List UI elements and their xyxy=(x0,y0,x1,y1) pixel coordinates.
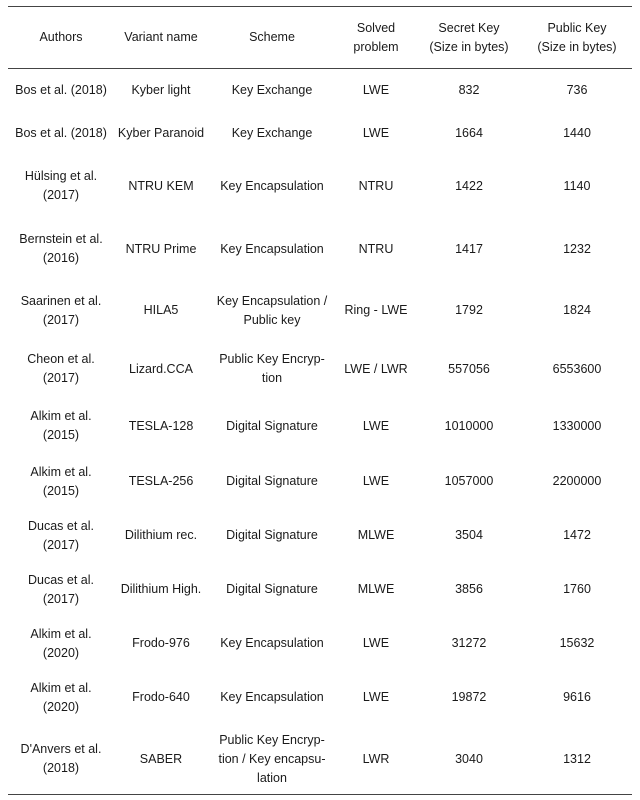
cell-secret-key-size: 1792 xyxy=(455,303,483,317)
cell-variant-name: Dilithium rec. xyxy=(124,528,198,542)
cell-authors xyxy=(8,112,114,155)
cell-secret-key-size: 19872 xyxy=(451,690,487,704)
cell-authors-line: Bos et al. (2018) xyxy=(15,82,107,97)
cell-scheme-line: Public Key Encryp- xyxy=(219,352,325,366)
cell-secret-key-size: 3040 xyxy=(416,725,522,795)
table-row xyxy=(8,509,632,563)
cell-scheme-line: Key Encapsulation xyxy=(220,241,324,256)
table-row xyxy=(8,69,632,112)
table-row xyxy=(8,155,632,218)
cell-authors-line: (2017) xyxy=(42,591,80,606)
cell-secret-key-size: 1422 xyxy=(455,178,483,193)
table-row xyxy=(8,455,632,509)
cell-authors-line: (2020) xyxy=(42,645,80,660)
cell-scheme-line: Key Encapsulation xyxy=(220,178,324,193)
header-public-key-line: Public Key xyxy=(547,20,607,35)
table-row xyxy=(8,112,632,155)
cell-authors-line: Alkim et al. xyxy=(30,626,92,641)
cell-scheme-line: Key Encapsulation / xyxy=(216,293,328,308)
cell-solved-problem: MLWE xyxy=(357,528,395,542)
cell-solved-problem: Ring - LWE xyxy=(344,303,408,317)
cell-scheme xyxy=(208,671,336,725)
table-row xyxy=(8,398,632,455)
cell-authors-line: Ducas et al. xyxy=(27,518,94,533)
key-size-table xyxy=(8,6,632,795)
cell-solved-problem: MLWE xyxy=(357,582,395,596)
cell-scheme-line: lation xyxy=(257,770,287,785)
cell-authors xyxy=(8,509,114,563)
header-solved-problem-line: Solved xyxy=(356,20,396,35)
cell-authors-line: (2015) xyxy=(42,428,80,442)
cell-scheme-line: Key Exchange xyxy=(231,125,313,140)
cell-scheme xyxy=(208,69,336,112)
header-secret-key-line: Secret Key xyxy=(438,20,500,35)
cell-authors xyxy=(8,671,114,725)
cell-secret-key-size: 1417 xyxy=(455,241,483,256)
cell-authors-line: Cheon et al. xyxy=(27,352,95,366)
header-authors: Authors xyxy=(8,7,114,69)
cell-public-key-size: 1760 xyxy=(563,582,591,596)
cell-scheme-line: Digital Signature xyxy=(226,474,318,488)
cell-authors-line: (2015) xyxy=(42,483,80,498)
cell-scheme xyxy=(208,563,336,617)
cell-variant-name: TESLA-128 xyxy=(128,418,194,433)
cell-secret-key-size: 3856 xyxy=(455,582,483,596)
cell-authors xyxy=(8,218,114,281)
cell-scheme xyxy=(208,155,336,218)
cell-scheme-line: Digital Signature xyxy=(226,418,318,433)
cell-solved-problem: LWR xyxy=(336,725,416,795)
cell-authors-line: (2016) xyxy=(42,251,80,265)
cell-authors xyxy=(8,455,114,509)
cell-scheme xyxy=(208,617,336,671)
cell-solved-problem: LWE xyxy=(362,474,390,488)
cell-scheme-line: Digital Signature xyxy=(226,528,318,542)
cell-scheme-line: Digital Signature xyxy=(226,582,318,596)
table-row xyxy=(8,671,632,725)
header-scheme: Scheme xyxy=(208,7,336,69)
cell-scheme xyxy=(208,341,336,398)
cell-authors-line: Alkim et al. xyxy=(30,680,92,695)
cell-secret-key-size: 832 xyxy=(458,82,480,97)
cell-secret-key-size: 3504 xyxy=(455,528,483,542)
cell-authors xyxy=(8,398,114,455)
cell-authors-line: D'Anvers et al. xyxy=(20,742,102,757)
cell-authors-line: Alkim et al. xyxy=(30,409,92,423)
cell-solved-problem: LWE xyxy=(362,636,390,650)
cell-authors xyxy=(8,155,114,218)
cell-authors-line: Bos et al. (2018) xyxy=(15,125,107,140)
table-row xyxy=(8,563,632,617)
cell-authors-line: (2018) xyxy=(42,761,80,776)
cell-scheme-line: Public Key Encryp- xyxy=(219,732,325,747)
cell-authors xyxy=(8,617,114,671)
table-row xyxy=(8,341,632,398)
header-solved-problem xyxy=(336,7,416,69)
cell-public-key-size: 2200000 xyxy=(552,474,602,488)
header-secret-key-line: (Size in bytes) xyxy=(429,39,509,54)
cell-secret-key-size: 31272 xyxy=(451,636,487,650)
cell-authors xyxy=(8,69,114,112)
cell-public-key-size: 736 xyxy=(566,82,588,97)
header-public-key-line: (Size in bytes) xyxy=(537,39,617,54)
cell-scheme-line: tion / Key encapsu- xyxy=(218,751,326,766)
cell-scheme-line: Key Encapsulation xyxy=(220,636,324,650)
cell-solved-problem: LWE / LWR xyxy=(344,361,408,376)
cell-variant-name: Kyber light xyxy=(131,82,191,97)
cell-secret-key-size: 1057000 xyxy=(444,474,494,488)
cell-authors-line: Hülsing et al. xyxy=(24,169,98,183)
cell-scheme-line: Key Encapsulation xyxy=(220,690,324,704)
cell-variant-name: Dilithium High. xyxy=(120,582,202,596)
header-solved-problem-line: problem xyxy=(353,39,399,54)
cell-variant-name: TESLA-256 xyxy=(128,474,194,488)
cell-authors-line: (2017) xyxy=(42,312,80,327)
cell-solved-problem: NTRU xyxy=(358,241,394,256)
cell-secret-key-size: 557056 xyxy=(448,361,490,376)
cell-scheme xyxy=(208,509,336,563)
cell-public-key-size: 1330000 xyxy=(552,418,602,433)
header-variant-name: Variant name xyxy=(114,7,208,69)
cell-authors-line: Saarinen et al. xyxy=(20,293,102,308)
cell-scheme xyxy=(208,725,336,795)
cell-public-key-size: 9616 xyxy=(563,690,591,704)
cell-authors-line: (2017) xyxy=(42,188,80,202)
cell-solved-problem: LWE xyxy=(362,82,390,97)
cell-scheme-line: Public key xyxy=(243,312,301,327)
cell-authors-line: (2017) xyxy=(42,371,80,385)
cell-scheme-line: Key Exchange xyxy=(231,82,313,97)
cell-public-key-size: 1824 xyxy=(563,303,591,317)
cell-solved-problem: LWE xyxy=(362,418,390,433)
cell-solved-problem: NTRU xyxy=(358,178,394,193)
cell-variant-name: Kyber Paranoid xyxy=(117,125,205,140)
cell-scheme xyxy=(208,218,336,281)
table-row xyxy=(8,218,632,281)
table-row xyxy=(8,725,632,795)
cell-solved-problem: LWE xyxy=(362,125,390,140)
cell-public-key-size: 1140 xyxy=(563,178,591,193)
cell-variant-name: Frodo-976 xyxy=(132,636,190,650)
cell-authors-line: (2017) xyxy=(42,537,80,552)
cell-scheme xyxy=(208,281,336,341)
cell-variant-name: Frodo-640 xyxy=(132,690,190,704)
cell-public-key-size: 1472 xyxy=(563,528,591,542)
header-row xyxy=(8,7,632,69)
cell-secret-key-size: 1010000 xyxy=(444,418,494,433)
cell-authors-line: Bernstein et al. xyxy=(19,232,103,246)
cell-variant-name: NTRU KEM xyxy=(128,178,194,193)
cell-variant-name: NTRU Prime xyxy=(125,241,197,256)
cell-secret-key-size: 1664 xyxy=(455,125,483,140)
cell-public-key-size: 1232 xyxy=(563,241,591,256)
cell-public-key-size: 1312 xyxy=(522,725,632,795)
cell-authors-line: Ducas et al. xyxy=(27,572,94,587)
cell-authors xyxy=(8,563,114,617)
header-secret-key xyxy=(416,7,522,69)
cell-public-key-size: 1440 xyxy=(563,125,591,140)
cell-public-key-size: 15632 xyxy=(559,636,595,650)
cell-authors-line: Alkim et al. xyxy=(30,464,92,479)
cell-solved-problem: LWE xyxy=(362,690,390,704)
cell-authors xyxy=(8,341,114,398)
cell-variant-name: HILA5 xyxy=(143,303,179,317)
cell-authors xyxy=(8,281,114,341)
table-header xyxy=(8,7,632,69)
cell-scheme xyxy=(208,398,336,455)
table-row xyxy=(8,281,632,341)
table-row xyxy=(8,617,632,671)
cell-scheme-line: tion xyxy=(261,371,283,385)
cell-scheme xyxy=(208,112,336,155)
cell-variant-name: Lizard.CCA xyxy=(129,361,193,376)
table-body xyxy=(8,69,632,795)
cell-authors xyxy=(8,725,114,795)
cell-public-key-size: 6553600 xyxy=(552,361,602,376)
header-public-key xyxy=(522,7,632,69)
cell-scheme xyxy=(208,455,336,509)
cell-authors-line: (2020) xyxy=(42,699,80,714)
cell-variant-name: SABER xyxy=(114,725,208,795)
